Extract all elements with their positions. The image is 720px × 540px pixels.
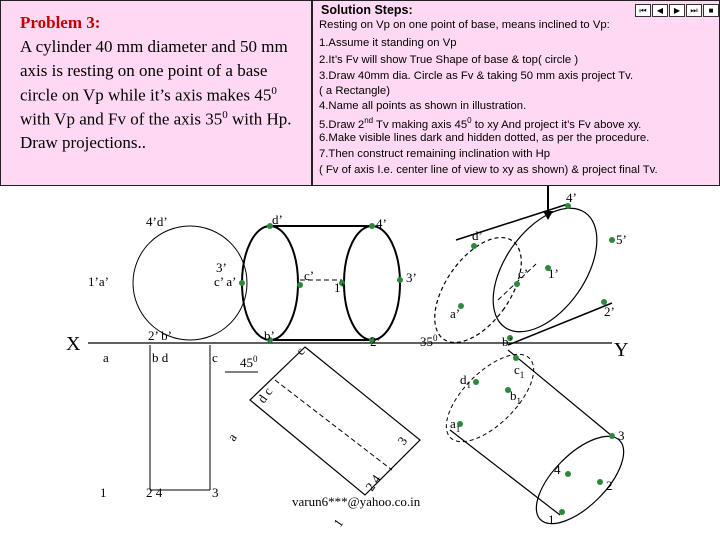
label-r-a1: $a_1$ bbox=[450, 416, 461, 434]
first-slide-button[interactable]: ⏮ bbox=[635, 4, 651, 17]
label-a-inclined: a bbox=[224, 430, 240, 444]
label-r-d: d’ bbox=[472, 228, 483, 243]
angle-45-label: $45^0$ bbox=[240, 354, 258, 370]
point-marker bbox=[513, 355, 519, 361]
step-item: 2.It’s Fv will show True Shape of base & top( circle ) bbox=[319, 54, 579, 66]
step-item: 3.Draw 40mm dia. Circle as Fv & taking 50 mm axis project Tv. bbox=[319, 70, 634, 82]
label-r-b: b’ bbox=[502, 334, 513, 349]
label-r-5: 5’ bbox=[616, 232, 627, 247]
steps-title: Solution Steps: bbox=[321, 3, 413, 17]
point-marker bbox=[609, 237, 615, 243]
point-marker bbox=[597, 479, 603, 485]
label-r-2-bottom: 2 bbox=[606, 478, 613, 493]
angle-35-label: $35^0$ bbox=[420, 333, 438, 349]
label-b: b’ bbox=[264, 328, 275, 343]
label-3-inclined: 3 bbox=[394, 433, 411, 448]
label-r-2: 2’ bbox=[604, 304, 615, 319]
end-show-button[interactable]: ■ bbox=[703, 4, 719, 17]
step-item: ( a Rectangle) bbox=[319, 85, 390, 97]
step-item: 7.Then construct remaining inclination with Hp bbox=[319, 148, 551, 160]
label-c: c’ bbox=[304, 268, 315, 283]
step-item: Resting on Vp on one point of base, means inclined to Vp: bbox=[319, 19, 610, 31]
label-d: d’ bbox=[272, 212, 283, 227]
problem-line-1: A cylinder 40 mm diameter and 50 mm bbox=[20, 37, 288, 56]
label-1: 1’ bbox=[334, 280, 345, 295]
problem-line-4: with Vp and Fv of the axis $35^0$ with Hp. bbox=[20, 109, 292, 129]
label-2: 2’ bbox=[370, 334, 381, 349]
label-x: X bbox=[66, 333, 81, 355]
label-r-1-bottom: 1 bbox=[548, 512, 555, 527]
problem-line-5: Draw projections.. bbox=[20, 133, 147, 152]
label-3-right: 3’ bbox=[406, 270, 417, 285]
point-marker bbox=[559, 509, 565, 515]
inclined-axis-dashed bbox=[275, 380, 392, 470]
label-c-tv: c bbox=[212, 350, 218, 365]
label-r-c1: $c_1$ bbox=[514, 362, 525, 380]
label-r-4-bottom: 4 bbox=[554, 462, 561, 477]
next-slide-button[interactable]: ▶ bbox=[669, 4, 685, 17]
label-24-inclined: 2 4 bbox=[362, 471, 384, 494]
label-a-tv: a bbox=[103, 350, 109, 365]
final-tv-top-generator bbox=[508, 350, 612, 436]
point-marker bbox=[369, 223, 375, 229]
label-3: 3’ bbox=[216, 260, 227, 275]
label-4d: 4’d’ bbox=[146, 214, 168, 229]
point-marker bbox=[397, 277, 403, 283]
label-y: Y bbox=[614, 339, 629, 361]
final-tv-bottom-generator bbox=[450, 430, 560, 515]
problem-title: Problem 3: bbox=[20, 13, 101, 32]
cylinder-left-ellipse bbox=[242, 226, 298, 340]
previous-slide-button[interactable]: ◀ bbox=[652, 4, 668, 17]
label-r-d1: $d_1$ bbox=[460, 372, 471, 390]
step-item: 6.Make visible lines dark and hidden dotted, as per the procedure. bbox=[319, 132, 650, 144]
point-marker bbox=[514, 281, 520, 287]
final-fv-bottom-generator bbox=[508, 303, 612, 345]
label-r-3: 3 bbox=[618, 428, 625, 443]
step-item: ( Fv of axis I.e. center line of view to xy as shown) & project final Tv. bbox=[319, 164, 658, 176]
label-1a: 1’a’ bbox=[88, 274, 109, 289]
label-r-c: c’ bbox=[518, 266, 529, 281]
problem-line-3: circle on Vp while it’s axis makes $45^0$ bbox=[20, 85, 277, 105]
label-r-b1: $b_1$ bbox=[510, 388, 521, 406]
label-3-bottom: 3 bbox=[212, 485, 219, 500]
label-1-inclined: 1 bbox=[330, 515, 347, 530]
point-marker bbox=[239, 280, 245, 286]
author-email: varun6***@yahoo.co.in bbox=[292, 494, 421, 509]
label-1-bottom: 1 bbox=[100, 485, 107, 500]
label-r-a: a’ bbox=[450, 306, 461, 321]
problem-line-2: axis is resting on one point of a base bbox=[20, 61, 268, 80]
label-2b: 2’ b’ bbox=[148, 328, 172, 343]
final-tv-upper-ellipse bbox=[432, 340, 548, 456]
point-marker bbox=[471, 243, 477, 249]
step-item: 4.Name all points as shown in illustration. bbox=[319, 100, 527, 112]
label-c-inclined: c bbox=[292, 344, 308, 358]
last-slide-button[interactable]: ⏭ bbox=[686, 4, 702, 17]
label-4-top: 4’ bbox=[376, 216, 387, 231]
point-marker bbox=[609, 433, 615, 439]
label-ca: c’ a’ bbox=[214, 274, 237, 289]
step-item: 5.Draw 2nd Tv making axis $45^0$ to xy And project it’s Fv above xy. bbox=[319, 116, 642, 131]
cylinder-right-ellipse bbox=[344, 226, 400, 340]
label-r-1: 1’ bbox=[548, 266, 559, 281]
point-marker bbox=[297, 282, 303, 288]
label-bd-tv: b d bbox=[152, 350, 169, 365]
label-r-4: 4’ bbox=[566, 190, 577, 205]
point-marker bbox=[473, 379, 479, 385]
inclined-tv-rectangle bbox=[250, 347, 420, 495]
point-marker bbox=[565, 471, 571, 477]
label-24-bottom: 2 4 bbox=[146, 485, 163, 500]
label-dc-inclined: d c bbox=[254, 384, 276, 406]
step-item: 1.Assume it standing on Vp bbox=[319, 37, 457, 49]
